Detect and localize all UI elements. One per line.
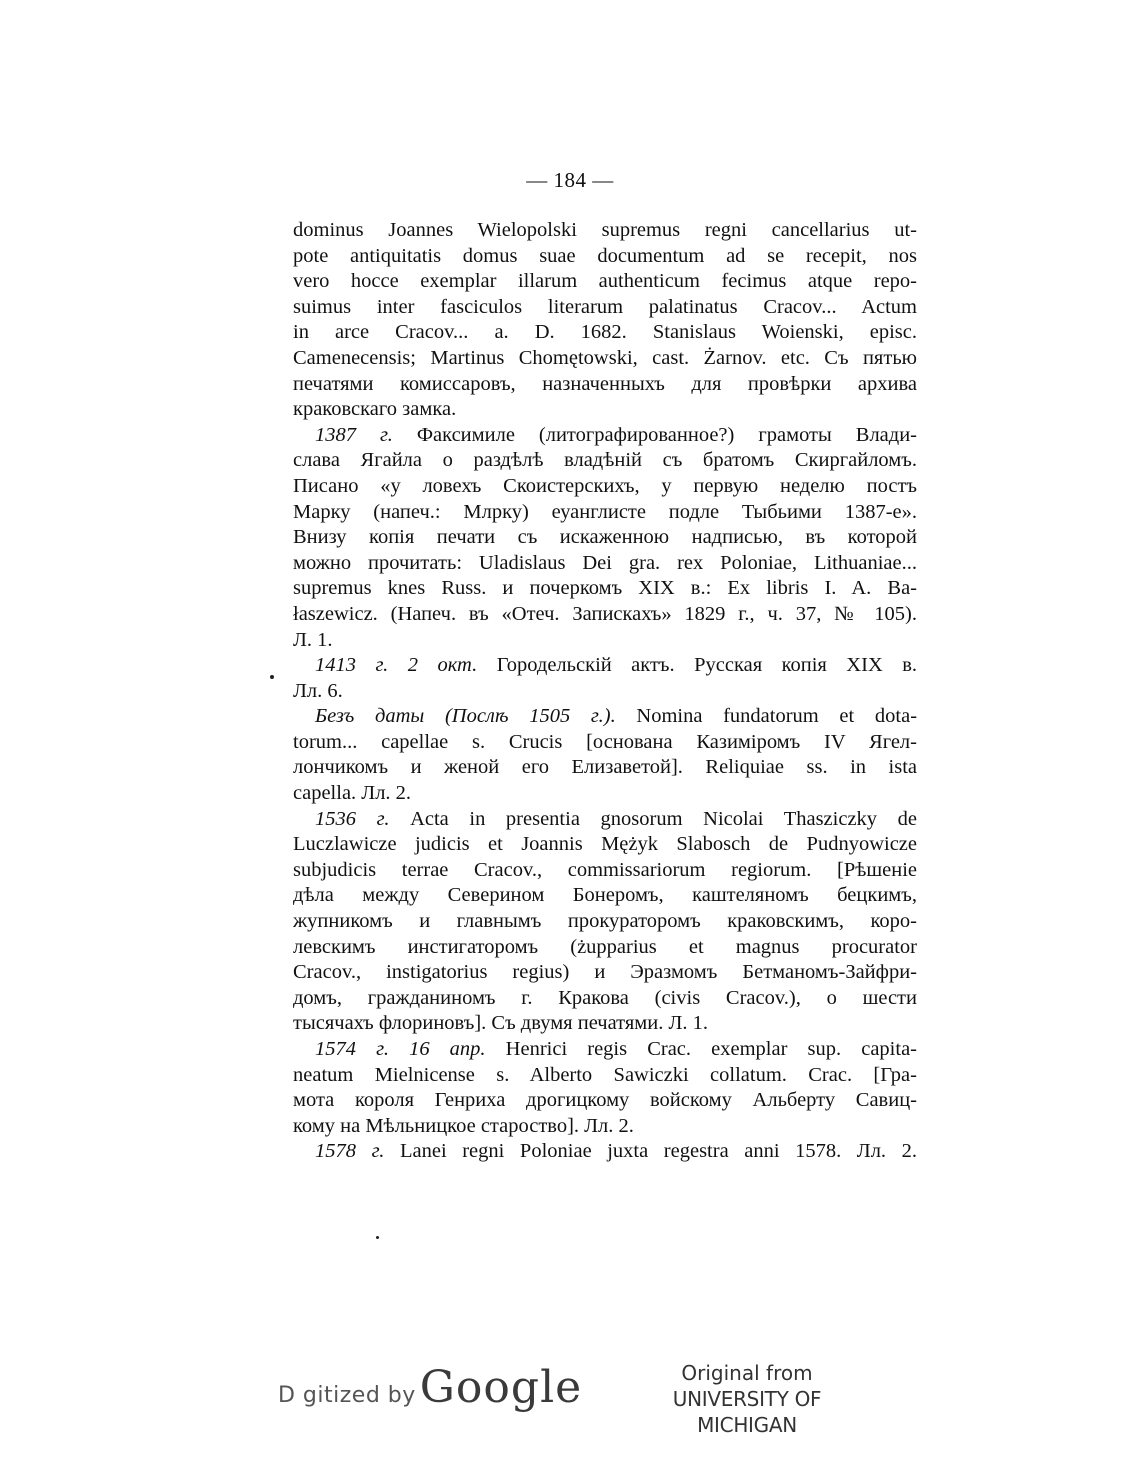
text-line: левскимъ инстигаторомъ (żupparius et magnus procurator (293, 935, 917, 958)
text-line: Camenecensis; Martinus Chomętowski, cast. Żarnov. etc. Съ пятью (293, 346, 917, 369)
entry-text: Lanei regni Poloniae juxta regestra anni 1578. Лл. 2. (400, 1140, 917, 1163)
text-line: печатями комиссаровъ, назначенныхъ для провѣрки архива (293, 372, 917, 395)
text-line: слава Ягайла о раздѣлѣ владѣній съ братомъ Скиргайломъ. (293, 449, 917, 472)
entry-1387 (293, 423, 917, 449)
text-line: домъ, гражданиномъ г. Кракова (civis Cracov.), о шести (293, 986, 917, 1009)
text-line: pote antiquitatis domus suae documentum ad se recepit, nos (293, 244, 917, 267)
entry-1578 (293, 1139, 917, 1165)
text-line: краковскаго замка. (293, 398, 457, 421)
text-line: тысячахъ флориновъ]. Съ двумя печатями. Л. 1. (293, 1012, 708, 1035)
text-line: Luczlawicze judicis et Joannis Mężyk Slabosch de Pudnyowicze (293, 833, 917, 856)
text-line: жупникомъ и главнымъ прокураторомъ краковскимъ, коро- (293, 910, 917, 933)
entry-text: Городельскій актъ. Русская копія XIX в. (496, 654, 918, 677)
text-line: suimus inter fasciculos literarum palatinatus Cracov... Actum (293, 295, 917, 318)
text-line: Внизу копія печати съ искаженною надписью, въ которой (293, 526, 917, 549)
text-line: torum... capellae s. Crucis [основана Казиміромъ IV Ягел- (293, 730, 917, 753)
text-line: Л. 1. (293, 628, 333, 651)
text-line: neatum Mielnicense s. Alberto Sawiczki collatum. Crac. [Гра- (293, 1063, 917, 1086)
text-line: Cracov., instigatorius regius) и Эразмомъ Бетманомъ-Зайфри- (293, 961, 917, 984)
text-line: кому на Мѣльницкое староство]. Лл. 2. (293, 1114, 634, 1137)
google-logo: Google (419, 1362, 583, 1413)
text-line: supremus knes Russ. и почеркомъ XIX в.: Ex libris I. A. Ba- (293, 577, 917, 600)
text-line: Писано «у ловехъ Скоистерскихъ, у первую неделю постъ (293, 474, 917, 497)
text-line: in arce Cracov... a. D. 1682. Stanislaus Woienski, episc. (293, 321, 917, 344)
entry-text: Henrici regis Crac. exemplar sup. capita- (505, 1038, 917, 1060)
text-line: capella. Лл. 2. (293, 782, 412, 805)
text-line: vero hocce exemplar illarum authenticum fecimus atque repo- (293, 270, 917, 293)
stray-dot (376, 1236, 379, 1239)
date-label: 1578 г. (315, 1140, 385, 1163)
digitized-label: D gitized by (278, 1383, 416, 1408)
text-line: łaszewicz. (Напеч. въ «Отеч. Запискахъ» 1829 г., ч. 37, № 105). (293, 602, 917, 625)
entry-1536 (293, 807, 917, 833)
text-line: дѣла между Северином Бонеромъ, каштеляномъ бецкимъ, (293, 884, 917, 907)
text-line: Марку (напеч.: Млрку) еуанглисте подле Тыбьими 1387-е». (293, 500, 917, 523)
original-source (622, 1360, 872, 1438)
date-label: Безъ даты (Послѣ 1505 г.). (315, 705, 616, 728)
text-line: лончикомъ и женой его Елизаветой]. Reliquiae ss. in ista (293, 756, 917, 779)
text-line: мота короля Генриха дрогицкому войскому Альберту Савиц- (293, 1089, 917, 1112)
date-label: 1413 г. 2 окт. (315, 654, 478, 677)
main-text (293, 218, 917, 1165)
entry-text: грамоты Влади- (758, 423, 917, 446)
entry-undated (293, 704, 917, 730)
source-name: UNIVERSITY OF MICHIGAN (672, 1387, 822, 1437)
text-line: dominus Joannes Wielopolski supremus regni cancellarius ut- (293, 219, 917, 241)
entry-1574 (293, 1037, 917, 1063)
margin-dot (270, 675, 274, 679)
date-label: 1536 г. (315, 807, 390, 830)
source-label: Original from (681, 1361, 813, 1385)
entry-text: Acta in presentia gnosorum Nicolai Thasziczky de (410, 807, 918, 830)
text-line: Лл. 6. (293, 679, 343, 702)
page-number: — 184 — (526, 168, 614, 192)
entry-text: Факсимиле (литографированное?) (416, 423, 735, 446)
text-line: можно прочитать: Uladislaus Dei gra. rex Poloniae, Lithuaniae... (293, 551, 917, 574)
entry-text: Nomina fundatorum et dota- (636, 705, 918, 728)
text-line: subjudicis terrae Cracov., commissariorum regiorum. [Рѣшеніе (293, 858, 917, 881)
date-label: 1387 г. (315, 423, 393, 446)
date-label: 1574 г. 16 апр. (315, 1038, 486, 1060)
digitized-by-google (278, 1362, 582, 1412)
entry-1413 (293, 653, 917, 679)
